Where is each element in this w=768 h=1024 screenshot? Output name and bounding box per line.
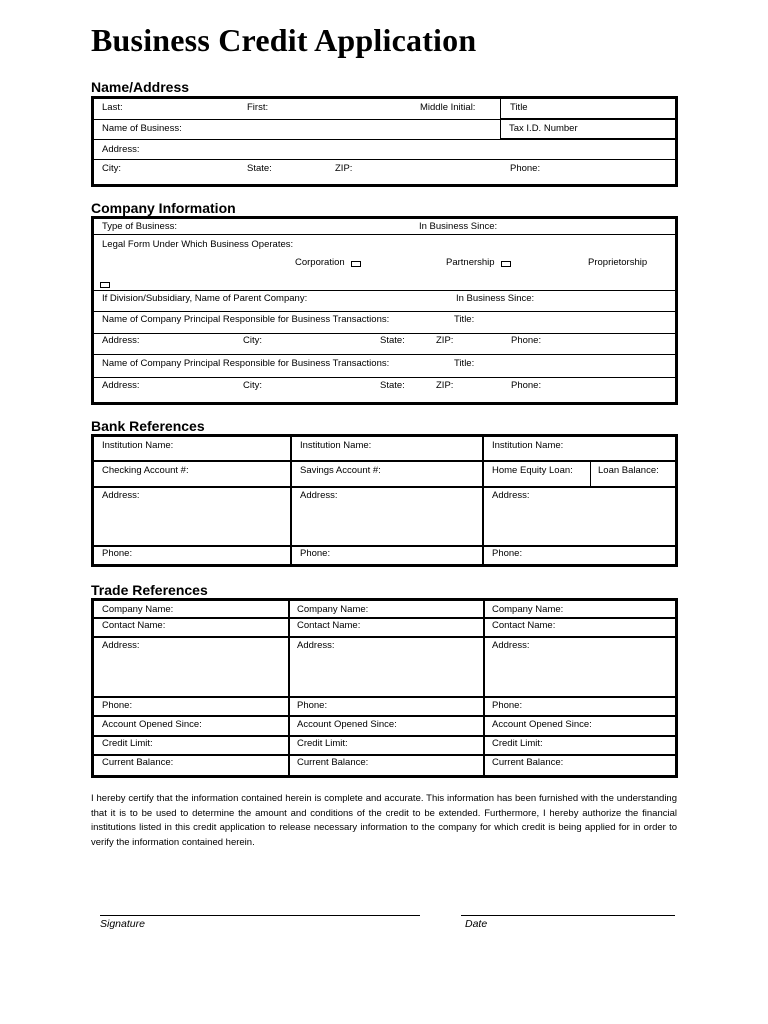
parent-in-business-since-field[interactable]: In Business Since: xyxy=(456,293,535,304)
bank-2-institution-field[interactable]: Institution Name: xyxy=(300,440,372,451)
trade-1-address-field[interactable]: Address: xyxy=(102,640,140,651)
trade-2-address-field[interactable]: Address: xyxy=(297,640,335,651)
partnership-option[interactable] xyxy=(446,257,511,268)
trade-3-contact-field[interactable]: Contact Name: xyxy=(492,620,556,631)
name-address-box xyxy=(91,96,678,187)
principal-1-zip-field[interactable]: ZIP: xyxy=(436,335,454,346)
trade-2-company-field[interactable]: Company Name: xyxy=(297,604,369,615)
bank-3-address-field[interactable]: Address: xyxy=(492,490,530,501)
last-name-field[interactable]: Last: xyxy=(102,102,123,113)
trade-3-account-opened-field[interactable]: Account Opened Since: xyxy=(492,719,592,730)
checking-account-field[interactable]: Checking Account #: xyxy=(102,465,189,476)
principal-1-state-field[interactable]: State: xyxy=(380,335,405,346)
section-heading-bank-refs: Bank References xyxy=(91,418,205,434)
trade-2-contact-field[interactable]: Contact Name: xyxy=(297,620,361,631)
principal-1-address-field[interactable]: Address: xyxy=(102,335,140,346)
principal-2-phone-field[interactable]: Phone: xyxy=(511,380,542,391)
principal-2-field[interactable]: Name of Company Principal Responsible for Business Transactions: xyxy=(102,358,390,369)
section-heading-name-address: Name/Address xyxy=(91,79,190,95)
title-field[interactable]: Title xyxy=(510,102,528,113)
bank-2-phone-field[interactable]: Phone: xyxy=(300,548,331,559)
trade-1-account-opened-field[interactable]: Account Opened Since: xyxy=(102,719,202,730)
city-field[interactable]: City: xyxy=(102,163,121,174)
proprietorship-label: Proprietorship xyxy=(588,257,648,268)
trade-2-phone-field[interactable]: Phone: xyxy=(297,700,328,711)
corporation-checkbox-icon[interactable] xyxy=(351,261,361,267)
legal-form-label: Legal Form Under Which Business Operates: xyxy=(102,239,294,250)
principal-1-field[interactable]: Name of Company Principal Responsible for Business Transactions: xyxy=(102,314,390,325)
bank-refs-box xyxy=(91,434,678,567)
trade-3-credit-limit-field[interactable]: Credit Limit: xyxy=(492,738,543,749)
bank-1-address-field[interactable]: Address: xyxy=(102,490,140,501)
trade-3-company-field[interactable]: Company Name: xyxy=(492,604,564,615)
phone-field[interactable]: Phone: xyxy=(510,163,541,174)
state-field[interactable]: State: xyxy=(247,163,272,174)
certification-text: I hereby certify that the information contained herein is complete and accurate. This information has been furnished with the understanding that it is to be used to determine the amount and conditions of the credit to be extended. Furthermore, I hereby authorize the financial institutions listed in this credit application to release necessary information to the company for which credit is being applied for in order to verify the information contained herein. xyxy=(91,793,677,848)
principal-2-state-field[interactable]: State: xyxy=(380,380,405,391)
type-of-business-field[interactable]: Type of Business: xyxy=(102,221,177,232)
trade-2-current-balance-field[interactable]: Current Balance: xyxy=(297,757,369,768)
tax-id-field[interactable]: Tax I.D. Number xyxy=(509,123,578,134)
corporation-label: Corporation xyxy=(295,257,345,268)
trade-refs-box xyxy=(91,598,678,778)
principal-1-city-field[interactable]: City: xyxy=(243,335,262,346)
address-field[interactable]: Address: xyxy=(102,144,140,155)
loan-balance-field[interactable]: Loan Balance: xyxy=(598,465,659,476)
business-name-field[interactable]: Name of Business: xyxy=(102,123,182,134)
trade-2-account-opened-field[interactable]: Account Opened Since: xyxy=(297,719,397,730)
trade-1-contact-field[interactable]: Contact Name: xyxy=(102,620,166,631)
principal-2-title-field[interactable]: Title: xyxy=(454,358,475,369)
zip-field[interactable]: ZIP: xyxy=(335,163,353,174)
principal-1-title-field[interactable]: Title: xyxy=(454,314,475,325)
principal-1-phone-field[interactable]: Phone: xyxy=(511,335,542,346)
middle-initial-field[interactable]: Middle Initial: xyxy=(420,102,476,113)
signature-label: Signature xyxy=(100,918,145,930)
section-heading-trade-refs: Trade References xyxy=(91,582,208,598)
bank-1-phone-field[interactable]: Phone: xyxy=(102,548,133,559)
page-title: Business Credit Application xyxy=(91,22,477,58)
section-heading-company-info: Company Information xyxy=(91,200,236,216)
corporation-option[interactable] xyxy=(295,257,361,268)
principal-2-address-field[interactable]: Address: xyxy=(102,380,140,391)
trade-2-credit-limit-field[interactable]: Credit Limit: xyxy=(297,738,348,749)
principal-2-city-field[interactable]: City: xyxy=(243,380,262,391)
savings-account-field[interactable]: Savings Account #: xyxy=(300,465,381,476)
parent-company-field[interactable]: If Division/Subsidiary, Name of Parent Company: xyxy=(102,293,308,304)
trade-3-current-balance-field[interactable]: Current Balance: xyxy=(492,757,564,768)
trade-1-credit-limit-field[interactable]: Credit Limit: xyxy=(102,738,153,749)
trade-1-current-balance-field[interactable]: Current Balance: xyxy=(102,757,174,768)
trade-3-address-field[interactable]: Address: xyxy=(492,640,530,651)
date-label: Date xyxy=(465,918,488,930)
date-line[interactable] xyxy=(461,915,675,916)
proprietorship-checkbox-icon[interactable] xyxy=(100,282,110,288)
bank-1-institution-field[interactable]: Institution Name: xyxy=(102,440,174,451)
principal-2-zip-field[interactable]: ZIP: xyxy=(436,380,454,391)
signature-line[interactable] xyxy=(100,915,420,916)
in-business-since-field[interactable]: In Business Since: xyxy=(419,221,498,232)
bank-3-phone-field[interactable]: Phone: xyxy=(492,548,523,559)
trade-1-phone-field[interactable]: Phone: xyxy=(102,700,133,711)
partnership-label: Partnership xyxy=(446,257,495,268)
trade-3-phone-field[interactable]: Phone: xyxy=(492,700,523,711)
partnership-checkbox-icon[interactable] xyxy=(501,261,511,267)
first-name-field[interactable]: First: xyxy=(247,102,269,113)
bank-2-address-field[interactable]: Address: xyxy=(300,490,338,501)
trade-1-company-field[interactable]: Company Name: xyxy=(102,604,174,615)
bank-3-institution-field[interactable]: Institution Name: xyxy=(492,440,564,451)
home-equity-loan-field[interactable]: Home Equity Loan: xyxy=(492,465,573,476)
